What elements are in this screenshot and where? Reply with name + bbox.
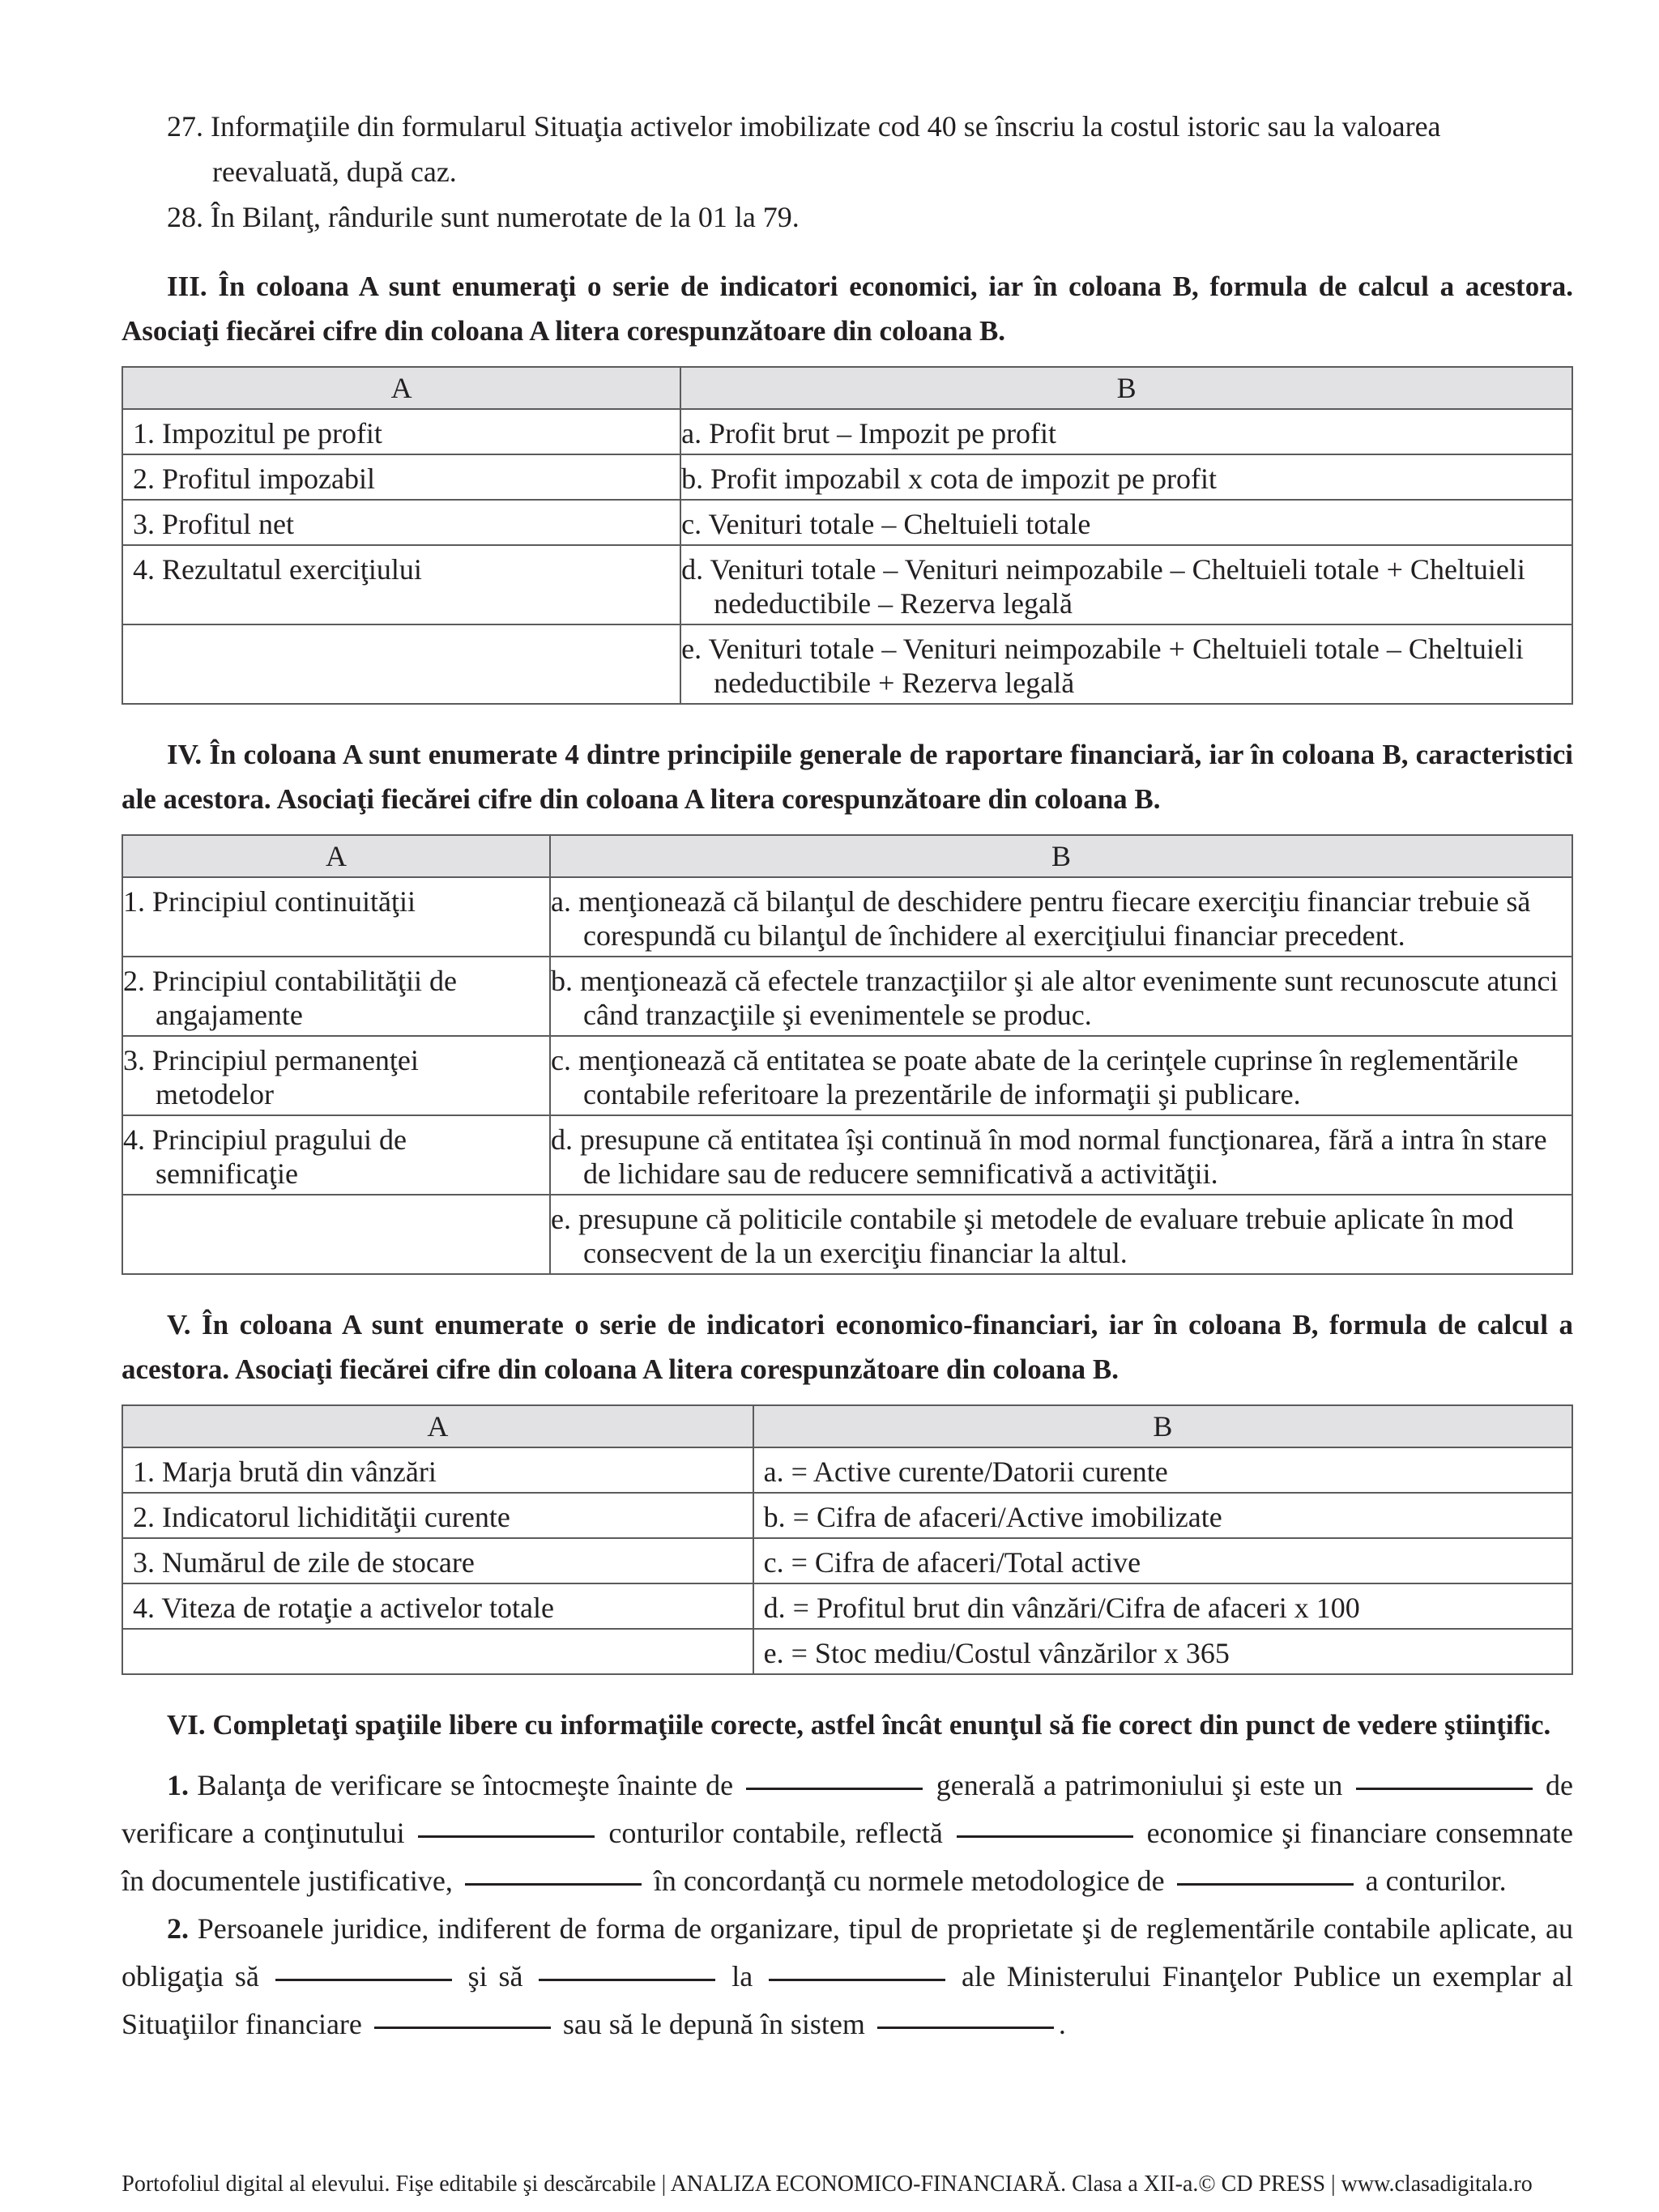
text-part: şi să xyxy=(467,1960,523,1993)
column-a-cell: 1. Impozitul pe profit xyxy=(122,409,680,454)
table-row xyxy=(122,500,1572,545)
blank-field[interactable] xyxy=(1177,1883,1354,1886)
text-part: . xyxy=(1058,2008,1066,2040)
table-row xyxy=(122,1583,1572,1629)
question-number: 2. xyxy=(167,1912,189,1945)
table-row xyxy=(122,957,1572,1036)
column-b-cell: c. = Cifra de afaceri/Total active xyxy=(753,1538,1572,1583)
blank-field[interactable] xyxy=(1356,1788,1533,1790)
worksheet-page xyxy=(122,104,1573,2048)
column-a-cell: 1. Principiul continuităţii xyxy=(122,877,550,957)
column-b-cell: c. Venituri totale – Cheltuieli totale xyxy=(680,500,1572,545)
table-row xyxy=(122,545,1572,624)
section-3-table xyxy=(122,366,1573,705)
column-b-cell: e. Venituri totale – Venituri neimpozabile + Cheltuieli totale – Cheltuieli nedeductibile + Rezerva legală xyxy=(680,624,1572,704)
text-part: economice şi financiare consemnate în documentele justificative, xyxy=(122,1817,1574,1897)
text-part: ale Ministerului Finanţelor Publice un exemplar al Situaţiilor financiare xyxy=(122,1960,1573,2040)
column-b-cell: b. menţionează că efectele tranzacţiilor şi ale altor evenimente sunt recunoscute atunci când tranzacţiile şi evenimentele se produc. xyxy=(550,957,1572,1036)
text-part: generală a patrimoniului şi este un xyxy=(936,1769,1343,1801)
column-a-header: A xyxy=(122,367,680,409)
column-b-cell: e. = Stoc mediu/Costul vânzărilor x 365 xyxy=(753,1629,1572,1674)
text-part: în concordanţă cu normele metodologice de xyxy=(653,1865,1165,1897)
text-part: conturilor contabile, reflectă xyxy=(608,1817,943,1849)
column-a-cell xyxy=(122,1195,550,1274)
table-row xyxy=(122,1115,1572,1195)
column-b-cell: d. Venituri totale – Venituri neimpozabile – Cheltuieli totale + Cheltuieli nedeductibile – Rezerva legală xyxy=(680,545,1572,624)
table-row xyxy=(122,1447,1572,1493)
column-a-cell: 2. Profitul impozabil xyxy=(122,454,680,500)
column-b-header: B xyxy=(550,835,1572,877)
table-row xyxy=(122,409,1572,454)
column-a-cell: 4. Principiul pragului de semnificaţie xyxy=(122,1115,550,1195)
statement-28: 28. În Bilanţ, rândurile sunt numerotate de la 01 la 79. xyxy=(167,201,800,233)
column-a-cell: 3. Profitul net xyxy=(122,500,680,545)
column-b-cell: a. menţionează că bilanţul de deschidere pentru fiecare exerciţiu financiar trebuie să corespundă cu bilanţul de închidere al exerciţiului financiar precedent. xyxy=(550,877,1572,957)
column-b-cell: d. = Profitul brut din vânzări/Cifra de afaceri x 100 xyxy=(753,1583,1572,1629)
table-row xyxy=(122,624,1572,704)
column-a-cell: 4. Rezultatul exerciţiului xyxy=(122,545,680,624)
page-footer: Portofoliul digital al elevului. Fişe editabile şi descărcabile | ANALIZA ECONOMICO-FINANCIARĂ. Clasa a XII-a.© CD PRESS | www.clasadigitala.ro xyxy=(122,2172,1533,2197)
column-b-cell: b. Profit impozabil x cota de impozit pe profit xyxy=(680,454,1572,500)
table-row xyxy=(122,454,1572,500)
statement-27: 27. Informaţiile din formularul Situaţia activelor imobilizate cod 40 se înscriu la costul istoric sau la valoarea reevaluată, după caz. xyxy=(167,110,1441,188)
blank-field[interactable] xyxy=(275,1979,452,1981)
table-row xyxy=(122,877,1572,957)
table-row xyxy=(122,1036,1572,1115)
column-a-header: A xyxy=(122,835,550,877)
section-5-heading: V. În coloana A sunt enumerate o serie de indicatori economico-financiari, iar în coloana B, formula de calcul a acestora. Asociaţi fiecărei cifre din coloana A litera corespunzătoare din coloana B. xyxy=(122,1309,1573,1385)
column-b-cell: a. = Active curente/Datorii curente xyxy=(753,1447,1572,1493)
column-b-cell: a. Profit brut – Impozit pe profit xyxy=(680,409,1572,454)
section-4-table xyxy=(122,834,1573,1275)
column-b-cell: b. = Cifra de afaceri/Active imobilizate xyxy=(753,1493,1572,1538)
blank-field[interactable] xyxy=(746,1788,923,1790)
text-part: Balanţa de verificare se întocmeşte înainte de xyxy=(197,1769,734,1801)
section-6-heading: VI. Completaţi spaţiile libere cu informaţiile corecte, astfel încât enunţul să fie corect din punct de vedere ştiinţific. xyxy=(167,1709,1551,1741)
column-b-header: B xyxy=(753,1405,1572,1447)
table-row xyxy=(122,1493,1572,1538)
text-part: Persoanele juridice, indiferent de forma de organizare, tipul de proprietate şi de reglementările contabile aplicate, au obligaţia să xyxy=(122,1912,1574,1993)
column-a-cell: 4. Viteza de rotaţie a activelor totale xyxy=(122,1583,753,1629)
column-a-cell: 1. Marja brută din vânzări xyxy=(122,1447,753,1493)
blank-field[interactable] xyxy=(539,1979,715,1981)
table-row xyxy=(122,1629,1572,1674)
column-b-cell: d. presupune că entitatea îşi continuă în mod normal funcţionarea, fără a intra în stare de lichidare sau de reducere semnificativă a activităţii. xyxy=(550,1115,1572,1195)
blank-field[interactable] xyxy=(465,1883,642,1886)
text-part: a conturilor. xyxy=(1365,1865,1507,1897)
column-b-cell: e. presupune că politicile contabile şi metodele de evaluare trebuie aplicate în mod consecvent de la un exerciţiu financiar la altul. xyxy=(550,1195,1572,1274)
column-b-header: B xyxy=(680,367,1572,409)
text-part: de verificare a conţinutului xyxy=(122,1769,1574,1849)
text-part: la xyxy=(731,1960,753,1993)
section-4-heading: IV. În coloana A sunt enumerate 4 dintre principiile generale de raportare financiară, iar în coloana B, caracteristici ale acestora. Asociaţi fiecărei cifre din coloana A litera corespunzătoare din coloana B. xyxy=(122,739,1573,815)
question-1 xyxy=(122,1762,1573,1905)
blank-field[interactable] xyxy=(769,1979,945,1981)
column-a-header: A xyxy=(122,1405,753,1447)
table-row xyxy=(122,1538,1572,1583)
blank-field[interactable] xyxy=(418,1835,595,1838)
blank-field[interactable] xyxy=(374,2027,551,2029)
column-b-cell: c. menţionează că entitatea se poate abate de la cerinţele cuprinse în reglementările contabile referitoare la prezentările de informaţii şi publicare. xyxy=(550,1036,1572,1115)
table-row xyxy=(122,1195,1572,1274)
blank-field[interactable] xyxy=(877,2027,1054,2029)
column-a-cell xyxy=(122,624,680,704)
column-a-cell: 3. Principiul permanenţei metodelor xyxy=(122,1036,550,1115)
question-2 xyxy=(122,1905,1573,2048)
column-a-cell: 2. Indicatorul lichidităţii curente xyxy=(122,1493,753,1538)
question-number: 1. xyxy=(167,1769,189,1801)
column-a-cell: 2. Principiul contabilităţii de angajamente xyxy=(122,957,550,1036)
section-3-heading: III. În coloana A sunt enumeraţi o serie de indicatori economici, iar în coloana B, formula de calcul a acestora. Asociaţi fiecărei cifre din coloana A litera corespunzătoare din coloana B. xyxy=(122,271,1573,347)
text-part: sau să le depună în sistem xyxy=(562,2008,865,2040)
blank-field[interactable] xyxy=(957,1835,1133,1838)
section-5-table xyxy=(122,1404,1573,1675)
column-a-cell xyxy=(122,1629,753,1674)
column-a-cell: 3. Numărul de zile de stocare xyxy=(122,1538,753,1583)
